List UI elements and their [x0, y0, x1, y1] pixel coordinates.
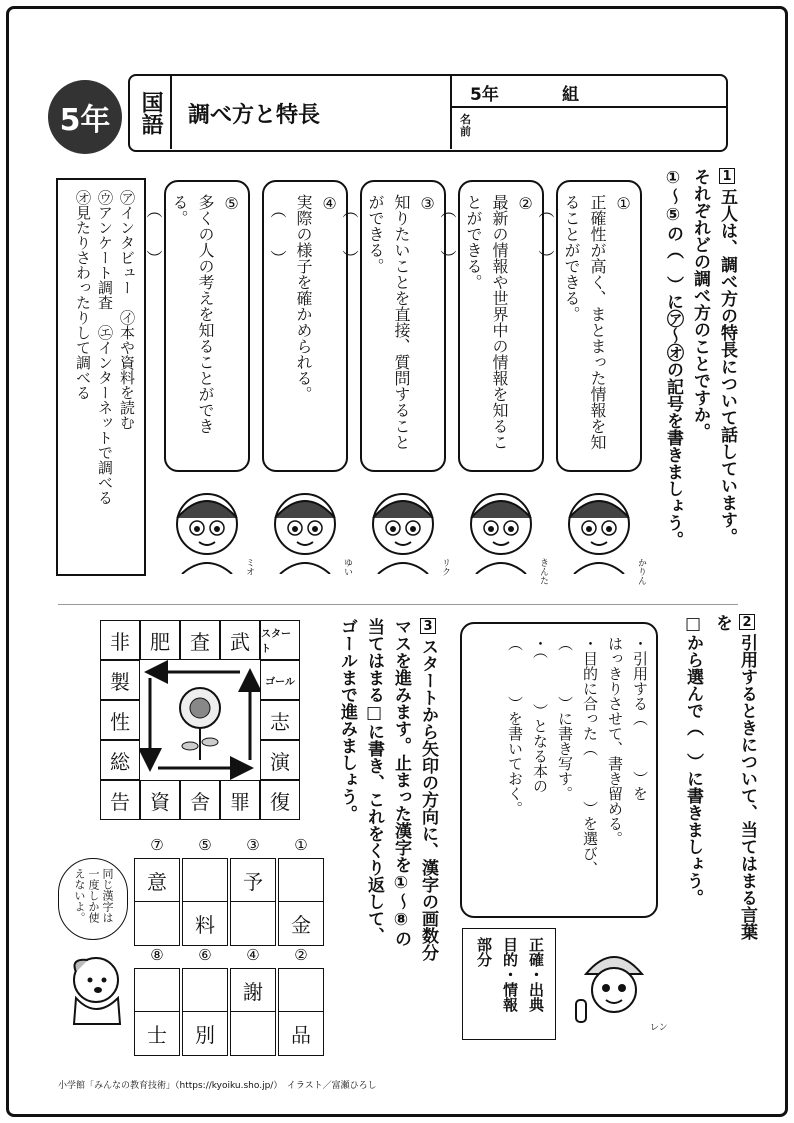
q3-instructions — [334, 618, 440, 961]
sunflower-icon — [180, 688, 220, 760]
q3-line: ゴールまで進みましょう。 — [337, 618, 357, 822]
answer-number: ④ — [246, 946, 260, 964]
q2-line: □から選んで（ ）に書きましょう。 — [683, 614, 703, 906]
board-cell: 復 — [260, 780, 300, 820]
answer-paren: （ ） — [340, 202, 359, 266]
choice-line: ㋒アンケート調査 ㋓インターネットで調べる — [96, 190, 114, 505]
board-cell: 武 — [220, 620, 260, 660]
answer-paren: （ ） — [268, 202, 287, 266]
bubble-id: ① — [614, 194, 633, 213]
answer-column — [182, 946, 228, 1056]
answer-number: ⑥ — [198, 946, 212, 964]
word-line: 目的・情報 — [501, 937, 519, 1012]
q2-instructions — [680, 614, 759, 940]
bubble-text: 知りたいことを直接、質問することができる。 — [366, 194, 411, 450]
answer-box-bottom[interactable]: 料 — [182, 902, 228, 946]
answer-box-top[interactable] — [134, 968, 180, 1012]
answer-paren: （ ） — [144, 202, 163, 266]
q3-line: スタートから矢印の方向に、漢字の画数分 — [418, 638, 438, 961]
choices-box — [56, 178, 146, 576]
answer-box-top[interactable] — [278, 968, 324, 1012]
q1-line: ①～⑤の（ ）に㋐～㋔の記号を書きましょう。 — [663, 168, 683, 548]
board-cell: 舎 — [180, 780, 220, 820]
answer-column — [230, 836, 276, 946]
name-label: 名前 — [460, 113, 471, 138]
answer-column — [230, 946, 276, 1056]
board-cell: 総 — [100, 740, 140, 780]
q2-bubble-line: （ ）に書き写す。 — [556, 636, 574, 801]
choice-line: ㋔見たりさわったりして調べる — [74, 190, 92, 400]
child-face-icon — [360, 478, 446, 574]
answer-box-top[interactable] — [182, 858, 228, 902]
bubble-text: 最新の情報や世界中の情報を知ることができる。 — [464, 194, 509, 450]
answer-box-top[interactable]: 予 — [230, 858, 276, 902]
answer-box-bottom[interactable]: 金 — [278, 902, 324, 946]
bubble-body — [144, 180, 250, 472]
q2-bubble-line: （ ）を書いておく。 — [506, 636, 524, 816]
bubble-id: ③ — [418, 194, 437, 213]
answer-column — [278, 836, 324, 946]
word-line: 部分 — [475, 937, 493, 967]
bubble-body — [438, 180, 544, 472]
bubble-id: ⑤ — [222, 194, 241, 213]
q2-line: 引用するときについて、当てはまる言葉を — [712, 614, 757, 940]
footer-credit: 小学館「みんなの教育技術」（https://kyoiku.sho.jp/） イラスト／富瀬ひろし — [58, 1081, 377, 1091]
board-cell: 肥 — [140, 620, 180, 660]
ren-character — [574, 940, 654, 1030]
board-cell: 査 — [180, 620, 220, 660]
answer-box-bottom[interactable] — [230, 902, 276, 946]
board-cell: 製 — [100, 660, 140, 700]
answer-number: ② — [294, 946, 308, 964]
choice-line: ㋐インタビュー ㋑本や資料を読む — [118, 190, 136, 430]
character-name: レン — [650, 1023, 668, 1033]
answer-number: ⑧ — [150, 946, 164, 964]
word-line: 正確・出典 — [527, 937, 545, 1012]
child-face-icon — [164, 478, 250, 574]
board-cell: 資 — [140, 780, 180, 820]
board-cell: 演 — [260, 740, 300, 780]
q2-bubble-line: ・引用する（ ）を — [631, 636, 649, 801]
answer-paren: （ ） — [438, 202, 457, 266]
bubble-text: 実際の様子を確かめられる。 — [294, 194, 313, 402]
answer-paren: （ ） — [536, 202, 555, 266]
goal-cell: ゴール — [260, 660, 300, 700]
q2-bubble — [460, 622, 658, 918]
board-cell: 非 — [100, 620, 140, 660]
q1-instructions — [660, 168, 739, 588]
q2-number: 2 — [739, 614, 755, 630]
q2-bubble-line: ・（ ）となる本の — [531, 636, 549, 794]
dog-character — [62, 950, 132, 1034]
child-face-icon — [458, 478, 544, 574]
class-grade: 5年 — [470, 85, 499, 105]
bubble-text: 正確性が高く、まとまった情報を知ることができる。 — [562, 194, 607, 450]
bubble-id: ④ — [320, 194, 339, 213]
answer-number: ⑤ — [198, 836, 212, 854]
ren-illustration — [574, 940, 654, 1030]
answer-box-top[interactable]: 謝 — [230, 968, 276, 1012]
q1-line: それぞれどの調べ方のことですか。 — [690, 168, 710, 440]
note-text: 同じ漢字は一度しか使えないよ。 — [73, 868, 114, 923]
character-name: ミオ — [244, 558, 254, 576]
answer-box-bottom[interactable] — [230, 1012, 276, 1056]
q3-number: 3 — [420, 618, 436, 634]
q1-number: 1 — [719, 168, 735, 184]
character-name: リク — [440, 558, 450, 576]
bubble-body — [262, 180, 348, 472]
kanji-board — [100, 620, 300, 820]
answer-box-top[interactable] — [182, 968, 228, 1012]
character-name: きんた — [538, 558, 548, 585]
speech-bubble — [144, 180, 254, 576]
board-cell: 告 — [100, 780, 140, 820]
answer-number: ③ — [246, 836, 260, 854]
page-title: 調べ方と特長 — [188, 103, 321, 128]
bubble-text: 多くの人の考えを知ることができる。 — [170, 194, 215, 434]
start-cell: スタート — [260, 620, 300, 660]
bubble-body — [340, 180, 446, 472]
answer-column — [134, 836, 180, 946]
answer-box-bottom[interactable]: 士 — [134, 1012, 180, 1056]
answer-box-top[interactable] — [278, 858, 324, 902]
class-label: 組 — [562, 85, 579, 105]
direction-arrows — [140, 660, 260, 780]
child-face-icon — [262, 478, 348, 574]
q3-line: マスを進みます。止まった漢字を①～⑧の — [391, 618, 411, 947]
section-divider — [58, 604, 738, 605]
q3-line: 当てはまる□に書き、これをくり返して、 — [364, 618, 384, 944]
header-box — [128, 74, 728, 152]
answer-box-top[interactable]: 意 — [134, 858, 180, 902]
answer-box-bottom[interactable]: 別 — [182, 1012, 228, 1056]
q2-bubble-line: はっきりさせて、書き留める。 — [606, 636, 624, 846]
answer-column — [278, 946, 324, 1056]
board-cell: 罪 — [220, 780, 260, 820]
child-face-icon — [556, 478, 642, 574]
answer-box-bottom[interactable] — [134, 902, 180, 946]
grade-badge: 5年 — [48, 80, 122, 154]
answer-grid — [134, 836, 324, 1047]
note-bubble — [58, 858, 128, 940]
answer-column — [134, 946, 180, 1056]
answer-box-bottom[interactable]: 品 — [278, 1012, 324, 1056]
subject-label: 国語 — [130, 76, 172, 149]
q1-line: 五人は、調べ方の特長について話しています。 — [717, 188, 737, 545]
speech-bubble — [262, 180, 350, 574]
word-box — [462, 928, 556, 1040]
board-cell: 志 — [260, 700, 300, 740]
dog-illustration — [62, 950, 132, 1030]
character-name: かりん — [636, 558, 646, 585]
bubble-body — [536, 180, 642, 472]
answer-column — [182, 836, 228, 946]
character-name: ゆい — [342, 558, 352, 576]
q2-bubble-line: ・目的に合った（ ）を選び、 — [581, 636, 599, 876]
answer-number: ⑦ — [150, 836, 164, 854]
board-cell: 性 — [100, 700, 140, 740]
bubble-id: ② — [516, 194, 535, 213]
answer-number: ① — [294, 836, 308, 854]
